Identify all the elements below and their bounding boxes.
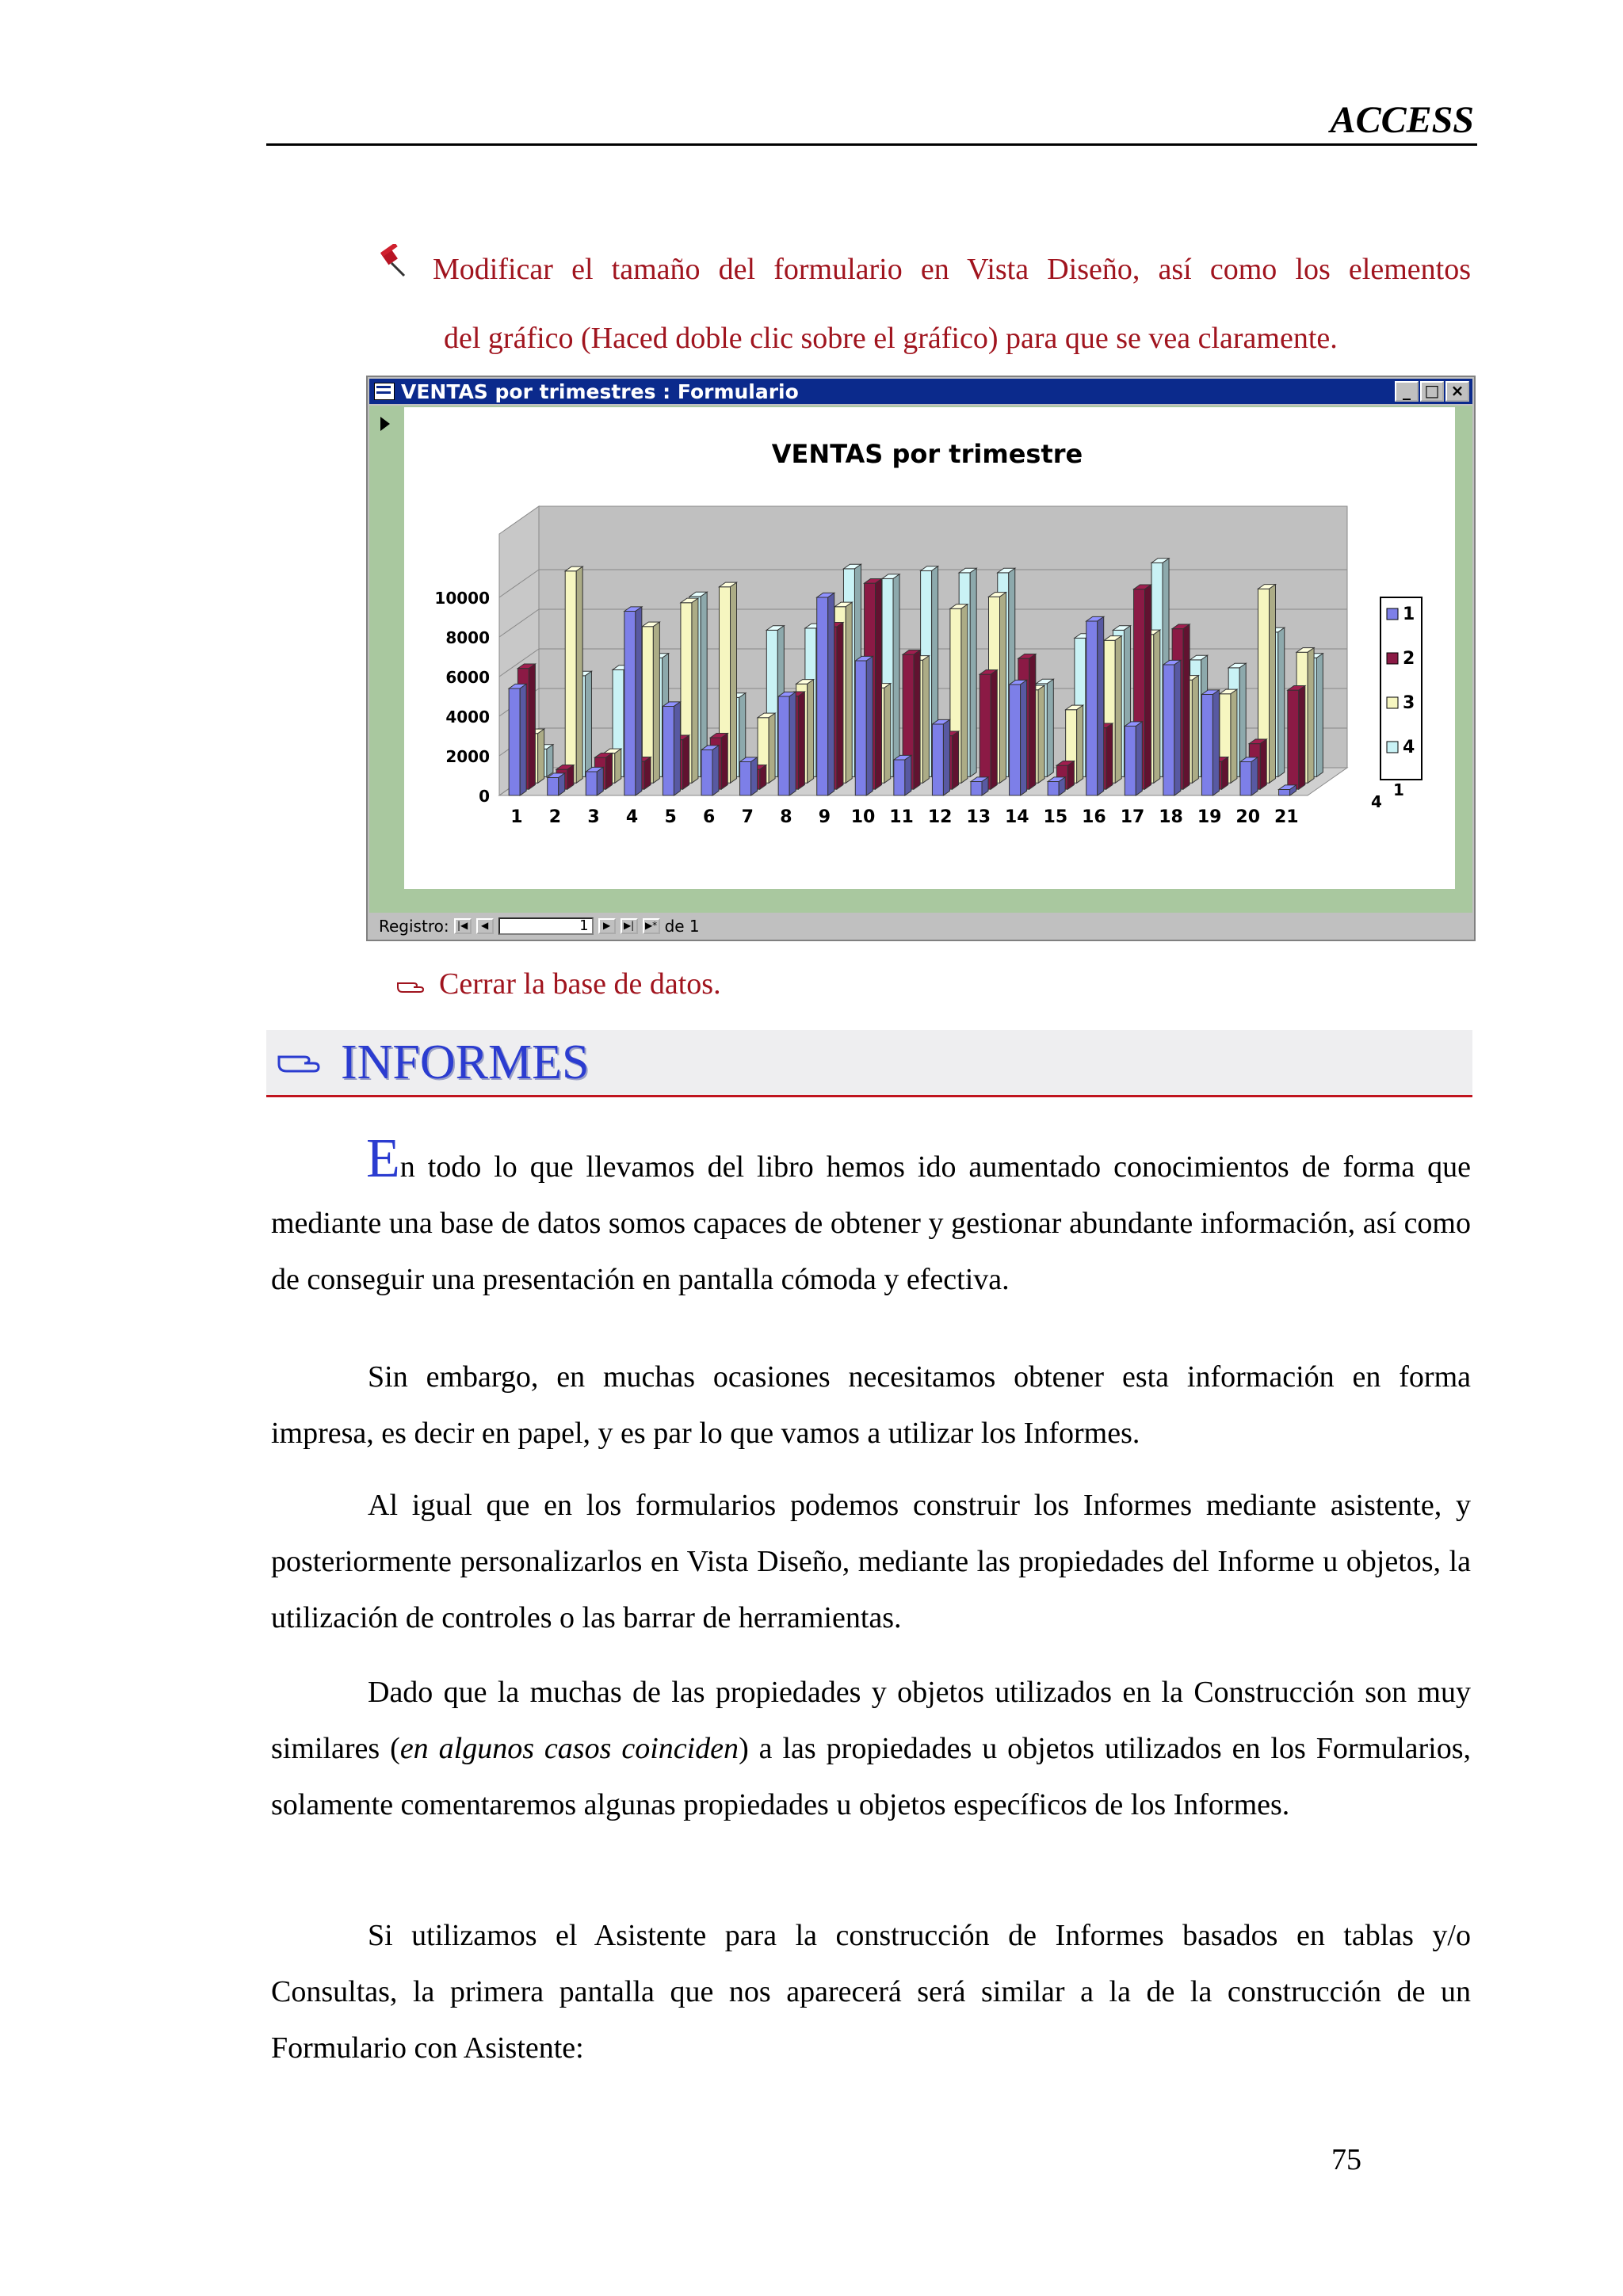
record-count: de 1 (664, 917, 700, 936)
bar-side (1212, 690, 1219, 795)
legend-swatch (1387, 697, 1398, 708)
bar-side (760, 765, 766, 790)
bar (1086, 621, 1098, 795)
bar (740, 762, 751, 796)
bar-side (1145, 585, 1151, 789)
bar-side (837, 623, 843, 790)
bar-side (846, 602, 852, 783)
bar-side (751, 757, 758, 795)
bar (586, 772, 597, 795)
bar-side (529, 664, 535, 789)
bar-side (1174, 660, 1181, 795)
legend-swatch (1387, 653, 1398, 664)
bar-side (1098, 616, 1104, 795)
bar-side (1115, 636, 1121, 784)
bar-side (789, 692, 796, 795)
x-tick-label: 11 (889, 807, 914, 827)
bar-side (606, 753, 613, 790)
bullet-item-2-text: Cerrar la base de datos. (439, 967, 721, 1001)
bar-side (674, 702, 680, 795)
chart-container[interactable] (404, 407, 1455, 889)
x-tick-label: 16 (1082, 807, 1106, 827)
bar-side (970, 568, 976, 776)
bar (565, 571, 576, 784)
bar-side (991, 670, 997, 790)
bar-side (1308, 648, 1314, 784)
last-record-button[interactable]: ▶| (621, 918, 638, 934)
bar-side (953, 731, 959, 789)
record-navigation-bar (369, 914, 1472, 938)
bar (932, 724, 943, 795)
bar-side (884, 684, 891, 784)
bar-side (1136, 722, 1142, 795)
close-button[interactable]: × (1445, 381, 1469, 402)
bar-side (1106, 723, 1113, 789)
bar-side (1183, 624, 1190, 789)
legend-swatch (1387, 742, 1398, 753)
bar (1240, 762, 1251, 796)
record-number-field[interactable]: 1 (498, 917, 594, 935)
bar-side (712, 746, 719, 795)
next-record-button[interactable]: ▶ (598, 918, 616, 934)
bar-side (615, 749, 621, 783)
first-record-button[interactable]: |◀ (454, 918, 472, 934)
y-tick-label: 6000 (445, 668, 490, 687)
chart-svg (404, 407, 1455, 889)
header-rule (266, 143, 1477, 146)
bar (1163, 665, 1174, 795)
x-tick-label: 21 (1274, 807, 1299, 827)
x-tick-label: 14 (1004, 807, 1029, 827)
bar-side (798, 692, 804, 789)
legend-label: 4 (1403, 738, 1415, 757)
bar-side (597, 767, 603, 795)
bar-side (1222, 757, 1228, 790)
bar-side (644, 757, 651, 790)
paragraph-1-text: n todo lo que llevamos del libro hemos ido aumentado conocimientos de forma que mediante una base de datos somos capaces de obtener y gestionar abundante información, así como de conseguir una presentación en pantalla cómoda y efectiva. (271, 1150, 1471, 1296)
y-tick-label: 2000 (445, 747, 490, 766)
x-tick-label: 3 (587, 807, 600, 827)
access-form-window (366, 376, 1476, 941)
bar (1201, 695, 1212, 796)
bar-side (893, 574, 899, 777)
x-tick-label: 18 (1159, 807, 1183, 827)
bar-side (1077, 705, 1083, 783)
bar-side (683, 735, 689, 789)
x-tick-label: 10 (850, 807, 876, 827)
bar-side (961, 605, 968, 784)
section-title (277, 1030, 590, 1095)
bullet-item-1-line-2: del gráfico (Haced doble clic sobre el gráfico) para que se vea claramente. (444, 322, 1338, 355)
bar-side (538, 729, 544, 783)
bar (624, 612, 636, 796)
bar-side (1251, 757, 1258, 795)
new-record-button[interactable]: ▶* (643, 918, 660, 934)
bar-side (914, 650, 920, 790)
pointing-hand-icon (277, 1049, 325, 1076)
x-tick-label: 7 (741, 807, 754, 827)
bar-side (1316, 654, 1323, 777)
legend-label: 3 (1403, 693, 1415, 713)
bar-side (1047, 679, 1053, 776)
bar-side (769, 713, 775, 783)
bar-side (1021, 680, 1027, 795)
bar-side (636, 607, 642, 795)
legend-label: 2 (1403, 649, 1415, 669)
bar-side (1278, 627, 1285, 776)
chart-title: VENTAS por trimestre (771, 439, 1083, 469)
bar-side (653, 622, 659, 783)
paragraph-5: Si utilizamos el Asistente para la construcción de Informes basados en tablas y/o Consultas, la primera pantalla que nos aparecerá será similar a la de la construcción de un Formulario con Asistente: (271, 1919, 1471, 2065)
pointing-hand-icon (396, 977, 428, 996)
bar (894, 760, 905, 795)
bar (509, 688, 520, 795)
bar-side (1260, 739, 1266, 789)
window-titlebar[interactable] (369, 379, 1472, 404)
bar-side (1000, 593, 1006, 784)
x-tick-label: 4 (625, 807, 639, 827)
bar-side (876, 579, 882, 790)
paragraph-4-text-b: ) a las propiedades u objetos utilizados en los Formularios, solamente comentaremos algunas propiedades u objetos específicos de los Informes. (271, 1732, 1471, 1821)
bar-side (828, 593, 834, 795)
bar-side (1038, 685, 1044, 783)
bar-side (866, 656, 873, 795)
paragraph-4-text-a: Dado que la muchas de las propiedades y objetos utilizados en la Construcción son muy similares ( (271, 1676, 1471, 1765)
legend-label: 1 (1403, 605, 1415, 624)
bar-side (1067, 761, 1074, 790)
x-tick-label: 1 (510, 807, 523, 827)
x-tick-label: 15 (1043, 807, 1068, 827)
x-tick-label: 9 (818, 807, 831, 827)
bar (971, 782, 982, 796)
bar-side (1154, 630, 1160, 783)
bar-side (576, 566, 582, 783)
section-title-text: INFORMES (341, 1035, 590, 1089)
bar-side (1192, 676, 1198, 784)
y-tick-label: 0 (479, 787, 490, 806)
bar (548, 778, 559, 796)
bar-side (692, 598, 698, 783)
pushpin-icon (377, 244, 412, 279)
bar (980, 674, 991, 789)
bar-side (1270, 585, 1276, 784)
x-tick-label: 8 (780, 807, 792, 827)
form-body (369, 406, 1472, 913)
bullet-item-1-line-1: Modificar el tamaño del formulario en Vista Diseño, así como los elementos (433, 253, 1471, 286)
bar-side (731, 582, 737, 783)
bar-side (559, 773, 565, 795)
record-selector[interactable] (369, 406, 401, 913)
x-tick-label: 19 (1197, 807, 1222, 827)
depth-label: 1 (1393, 780, 1404, 799)
bar-side (1299, 686, 1305, 790)
y-tick-label: 10000 (434, 589, 490, 608)
bar-side (585, 671, 591, 776)
bar (855, 661, 866, 795)
bar-side (943, 719, 949, 795)
prev-record-button[interactable]: ◀ (476, 918, 494, 934)
x-tick-label: 5 (664, 807, 677, 827)
legend-swatch (1387, 608, 1398, 620)
paragraph-3: Al igual que en los formularios podemos construir los Informes mediante asistente, y posteriormente personalizarlos en Vista Diseño, mediante las propiedades del Informe u objetos, la utilización de controles o las barrar de herramientas. (271, 1489, 1471, 1634)
y-tick-label: 8000 (445, 628, 490, 647)
x-tick-label: 13 (966, 807, 991, 827)
page-number: 75 (1331, 2143, 1361, 2176)
x-tick-label: 20 (1235, 807, 1261, 827)
bar (1048, 782, 1059, 796)
x-tick-label: 12 (927, 807, 953, 827)
bar (1010, 685, 1021, 795)
bar (1125, 727, 1136, 796)
bar-side (547, 745, 553, 777)
maximize-button[interactable]: □ (1420, 381, 1444, 402)
window-title: VENTAS por trimestres : Formulario (401, 379, 799, 403)
record-arrow-icon (380, 417, 390, 431)
bar-side (721, 734, 727, 790)
paragraph-4 (271, 1665, 1471, 1833)
x-tick-label: 6 (703, 807, 716, 827)
x-tick-label: 2 (548, 807, 562, 827)
bar-side (1231, 689, 1237, 783)
bar (663, 707, 674, 796)
drop-cap: E (366, 1128, 400, 1189)
depth-label: 4 (1371, 792, 1382, 811)
paragraph-1 (271, 1128, 1471, 1308)
x-tick-label: 17 (1120, 807, 1145, 827)
bar-side (905, 755, 911, 795)
bar-side (808, 680, 814, 784)
bar (701, 750, 712, 796)
bar (1279, 790, 1290, 796)
bar-side (520, 684, 526, 795)
bar (778, 696, 789, 795)
y-tick-label: 4000 (445, 707, 490, 727)
bullet-item-2 (396, 967, 721, 1001)
bar (1288, 690, 1299, 789)
nav-label: Registro: (379, 917, 449, 936)
bar (817, 597, 828, 795)
minimize-button[interactable]: _ (1395, 381, 1419, 402)
bar-side (922, 656, 929, 784)
paragraph-4-italic: en algunos casos coinciden (399, 1732, 739, 1765)
form-icon (374, 383, 395, 400)
paragraph-2: Sin embargo, en muchas ocasiones necesitamos obtener esta información en forma impresa, es decir en papel, y es par lo que vamos a utilizar los Informes. (271, 1360, 1471, 1450)
bar-side (1029, 654, 1036, 790)
bar-side (567, 765, 574, 790)
header-title: ACCESS (1330, 99, 1474, 141)
